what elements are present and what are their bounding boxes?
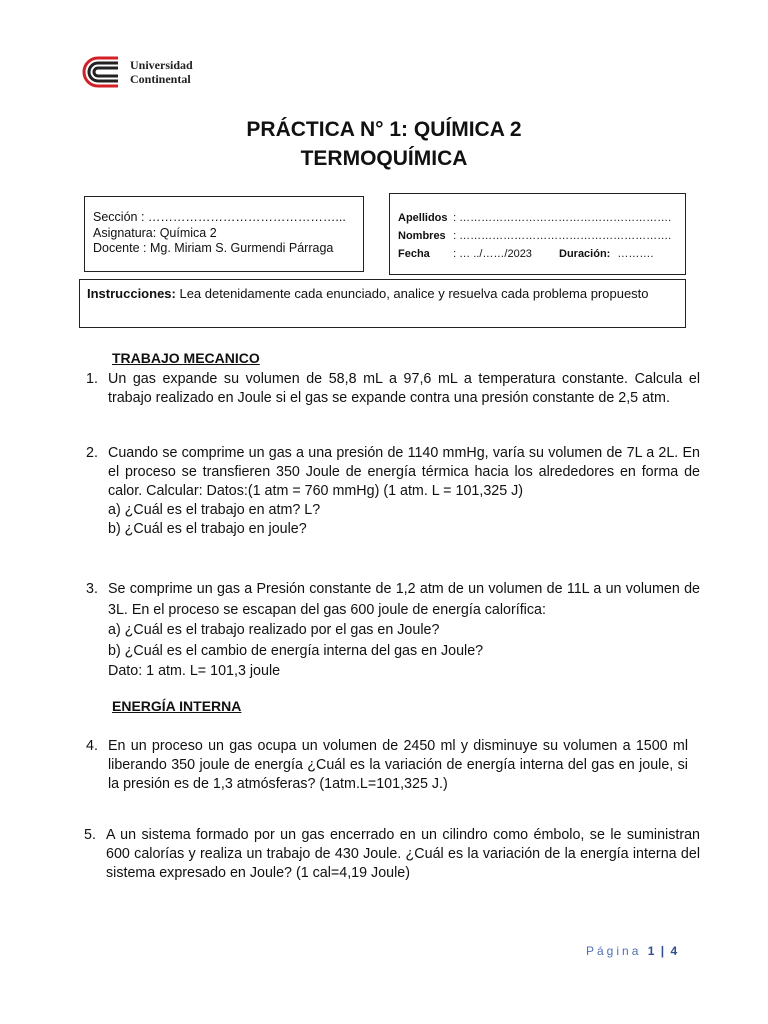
question-part-b: b) ¿Cuál es el trabajo en joule? — [108, 521, 307, 537]
question-4 — [86, 737, 688, 794]
question-text: Un gas expande su volumen de 58,8 mL a 97,6 mL a temperatura constante. Calcula el trabajo realizado en Joule si el gas se expande contra una presión constante de 2,5 atm. — [108, 371, 700, 406]
docente-field: Docente : Mg. Miriam S. Gurmendi Párraga — [93, 241, 334, 255]
apellidos-row — [398, 209, 677, 227]
question-text: En un proceso un gas ocupa un volumen de 2450 ml y disminuye su volumen a 1500 ml liberando 350 joule de energía ¿Cuál es la variación de energía interna del gas en joule, si la presión es de 1,3 atmósferas? (1atm.L=101,325 J.) — [108, 738, 688, 792]
instructions-text: Lea detenidamente cada enunciado, analice y resuelva cada problema propuesto — [175, 286, 649, 301]
nombres-label: Nombres — [398, 230, 446, 242]
section-heading-energia: ENERGÍA INTERNA — [112, 698, 242, 714]
instructions-label: Instrucciones: — [87, 286, 176, 301]
instructions-box — [79, 279, 686, 328]
question-part-b: b) ¿Cuál es el cambio de energía interna del gas en Joule? — [108, 642, 484, 659]
question-number: 4. — [86, 738, 98, 754]
question-5 — [84, 826, 700, 883]
question-text: A un sistema formado por un gas encerrado en un cilindro como émbolo, se le suministran 600 calorías y realiza un trabajo de 430 Joule. ¿Cuál es la variación de la energía interna del sistema expresado en Joule? (1 cal=4,19 Joule) — [106, 827, 700, 881]
question-dato: Dato: 1 atm. L= 101,3 joule — [108, 663, 281, 679]
fecha-value: : … ../……/2023 — [453, 248, 532, 260]
question-part-a: a) ¿Cuál es el trabajo en atm? L? — [108, 502, 321, 518]
question-2 — [86, 444, 700, 539]
nombres-value: : …………………………………………………. — [453, 230, 672, 242]
question-number: 2. — [86, 445, 98, 461]
fecha-label: Fecha — [398, 248, 430, 260]
page-number: 1 — [647, 944, 655, 958]
university-logo — [78, 52, 208, 92]
page-title: PRÁCTICA N° 1: QUÍMICA 2 — [246, 118, 522, 141]
question-1 — [86, 370, 700, 408]
question-number: 1. — [86, 371, 98, 387]
page-footer — [586, 944, 677, 958]
duracion-label: Duración: — [559, 248, 611, 260]
seccion-field: Sección : ………………………………………... — [93, 210, 346, 224]
logo-line-1: Universidad — [130, 58, 193, 72]
question-number: 5. — [84, 827, 96, 843]
question-text: Cuando se comprime un gas a una presión de 1140 mmHg, varía su volumen de 7L a 2L. En el proceso se transfieren 350 Joule de energía térmica hacia los alrededores en forma de calor. Calcular: Datos:(1 atm = 760 mmHg) (1 atm. L = 101,325 J) — [108, 445, 700, 499]
continental-logo-icon — [78, 52, 124, 92]
page-separator: | — [660, 944, 665, 958]
student-info-box — [389, 193, 686, 275]
course-info-box — [84, 196, 364, 272]
pagina-label: Página — [586, 944, 642, 958]
question-part-a: a) ¿Cuál es el trabajo realizado por el gas en Joule? — [108, 622, 440, 638]
asignatura-field: Asignatura: Química 2 — [93, 225, 217, 240]
page-total: 4 — [670, 944, 678, 958]
nombres-row — [398, 227, 677, 245]
question-text: Se comprime un gas a Presión constante de 1,2 atm de un volumen de 11L a un volumen de 3L. En el proceso se escapan del gas 600 joule de energía calorífica: — [108, 581, 700, 618]
section-heading-trabajo: TRABAJO MECANICO — [112, 350, 260, 366]
logo-line-2: Continental — [130, 72, 191, 86]
question-3 — [86, 579, 700, 682]
fecha-row — [398, 245, 677, 263]
page-subtitle: TERMOQUÍMICA — [300, 147, 468, 170]
apellidos-value: : …………………………………………………. — [453, 212, 672, 224]
apellidos-label: Apellidos — [398, 212, 448, 224]
duracion-value: ………. — [617, 248, 654, 260]
question-number: 3. — [86, 581, 98, 597]
